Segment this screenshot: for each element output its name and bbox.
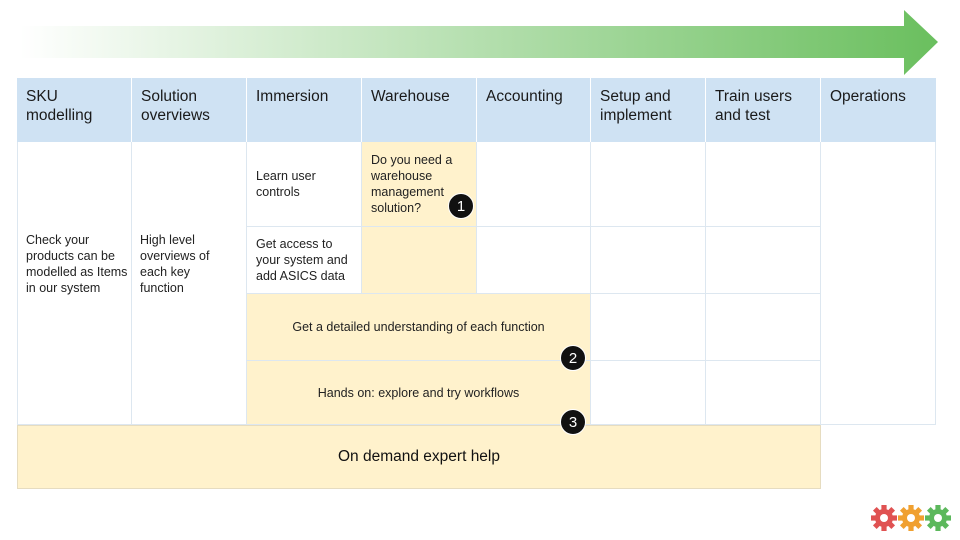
sku-text: Check your products can be modelled as Items in our system xyxy=(26,233,128,295)
header-setup-and-implement: Setup and implement xyxy=(591,78,706,142)
setup-cell-1 xyxy=(591,142,706,227)
header-accounting: Accounting xyxy=(477,78,591,142)
immersion-text-2: Get access to your system and add ASICS data xyxy=(256,237,348,283)
warehouse-question: Do you need a warehouse management solution? xyxy=(371,153,453,215)
progress-arrow xyxy=(20,8,940,78)
expert-help-text: On demand expert help xyxy=(338,448,500,465)
train-cell-1 xyxy=(706,142,821,227)
header-warehouse: Warehouse xyxy=(362,78,477,142)
step-badge-3: 3 xyxy=(560,409,586,435)
warehouse-cell-2 xyxy=(362,227,477,294)
detailed-understanding-cell xyxy=(247,294,591,361)
immersion-cell-1 xyxy=(247,142,362,227)
accounting-cell-1 xyxy=(477,142,591,227)
train-cell-2 xyxy=(706,227,821,294)
header-train-users: Train users and test xyxy=(706,78,821,142)
immersion-cell-2 xyxy=(247,227,362,294)
expert-help-bar xyxy=(17,425,821,489)
train-cell-4 xyxy=(706,361,821,425)
overview-cell xyxy=(132,142,247,425)
sku-cell xyxy=(17,142,132,425)
setup-cell-4 xyxy=(591,361,706,425)
operations-cell xyxy=(821,142,936,425)
header-solution-overviews: Solution overviews xyxy=(132,78,247,142)
header-operations: Operations xyxy=(821,78,936,142)
setup-cell-2 xyxy=(591,227,706,294)
header-immersion: Immersion xyxy=(247,78,362,142)
step-badge-2: 2 xyxy=(560,345,586,371)
gears-logo xyxy=(870,503,954,533)
hands-on-text: Hands on: explore and try workflows xyxy=(317,385,520,400)
accounting-cell-2 xyxy=(477,227,591,294)
immersion-text-1: Learn user controls xyxy=(256,169,316,199)
header-sku-modelling: SKU modelling xyxy=(17,78,132,142)
step-badge-1: 1 xyxy=(448,193,474,219)
detailed-understanding-text: Get a detailed understanding of each function xyxy=(292,320,545,334)
overview-text: High level overviews of each key function xyxy=(140,233,210,295)
hands-on-cell xyxy=(247,361,591,425)
train-cell-3 xyxy=(706,294,821,361)
setup-cell-3 xyxy=(591,294,706,361)
